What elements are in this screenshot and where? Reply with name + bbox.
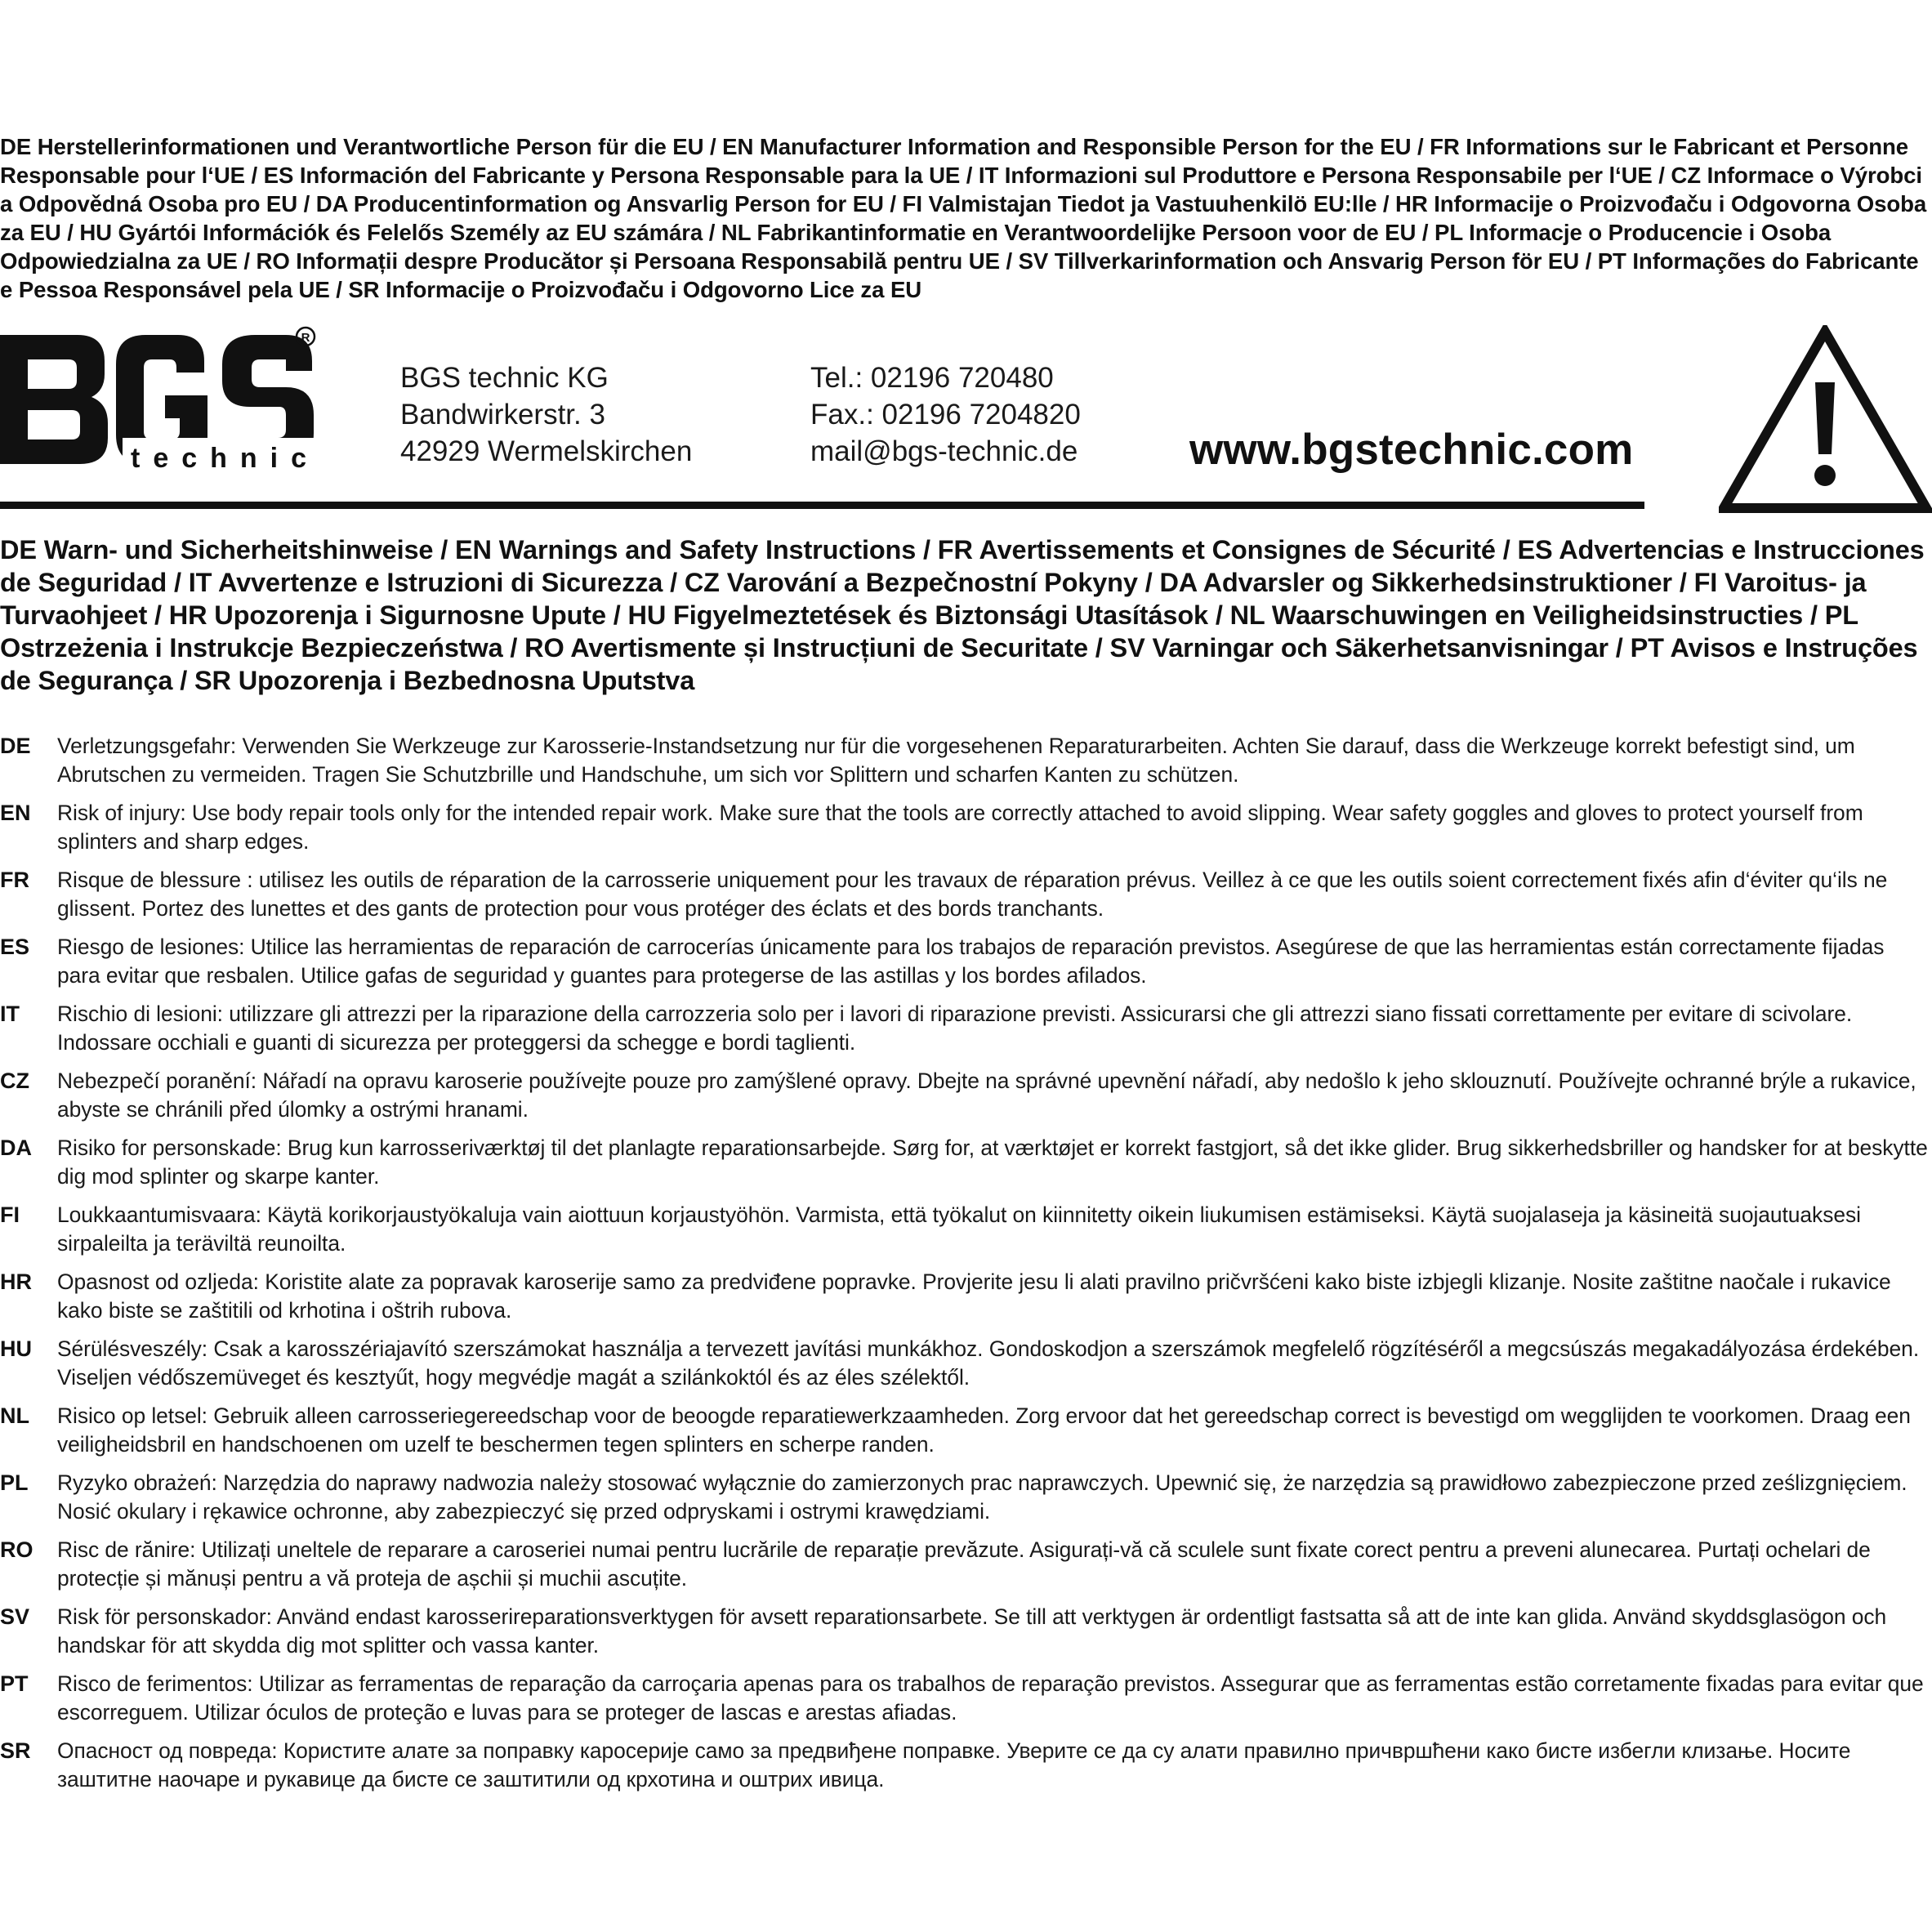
lang-code: HR <box>0 1269 32 1294</box>
instruction-ro <box>0 1536 1932 1603</box>
instruction-text: Riesgo de lesiones: Utilice las herramientas de reparación de carrocerías únicamente para los trabajos de reparación previstos. Asegúrese de que las herramientas están correctamente fijadas para evitar que resbalen. Utilice gafas de seguridad y guantes para protegerse de las astillas y los bordes afilados. <box>57 935 1885 988</box>
instruction-list <box>0 732 1932 1804</box>
instruction-text: Opasnost od ozljeda: Koristite alate za popravak karoserije samo za predviđene popravke. Provjerite jesu li alati pravilno pričvršćeni kako biste izbjegli klizanje. Nosite zaštitne naočale i rukavice kako biste se zaštitili od krhotina i oštrih rubova. <box>57 1269 1891 1323</box>
warning-triangle-icon <box>1719 325 1932 513</box>
company-city: 42929 Wermelskirchen <box>400 435 693 467</box>
manufacturer-info-heading: DE Herstellerinformationen und Verantwortliche Person für die EU / EN Manufacturer Information and Responsible Person for the EU / FR Informations sur le Fabricant et Personne Responsable pour l‘UE / ES Información del Fabricante y Persona Responsable para la UE / IT Informazioni sul Produttore e Persona Responsabile per l‘UE / CZ Informace o Výrobci a Odpovědná Osoba pro EU / DA Producentinformation og Ansvarlig Person for EU / FI Valmistajan Tiedot ja Vastuuhenkilö EU:lle / HR Informacije o Proizvođaču i Odgovorna Osoba za EU / HU Gyártói Információk és Felelős Személy az EU számára / NL Fabrikantinformatie en Verantwoordelijke Persoon voor de EU / PL Informacje o Producencie i Osoba Odpowiedzialna za UE / RO Informații despre Producător și Persoana Responsabilă pentru UE / SV Tillverkarinformation och Ansvarig Person för EU / PT Informações do Fabricante e Pessoa Responsável pela UE / SR Informacije o Proizvođaču i Odgovorno Lice za EU <box>0 134 1927 302</box>
instruction-pl <box>0 1469 1932 1536</box>
instruction-sv <box>0 1603 1932 1670</box>
instruction-it <box>0 1000 1932 1067</box>
instruction-text: Risiko for personskade: Brug kun karrosseriværktøj til det planlagte reparationsarbejde. Sørg for, at værktøjet er korrekt fastgjort, så det ikke glider. Brug sikkerhedsbriller og handsker for at beskytte dig mod splinter og skarpe kanter. <box>57 1136 1928 1189</box>
company-email[interactable]: mail@bgs-technic.de <box>810 435 1078 467</box>
lang-code: PT <box>0 1671 29 1696</box>
company-fax: Fax.: 02196 7204820 <box>810 399 1081 431</box>
svg-text:R: R <box>301 331 310 345</box>
header-divider <box>0 502 1644 509</box>
instruction-nl <box>0 1402 1932 1469</box>
lang-code: DE <box>0 734 31 758</box>
instruction-fr <box>0 866 1932 933</box>
company-website[interactable]: www.bgstechnic.com <box>1189 426 1634 474</box>
instruction-text: Risk för personskador: Använd endast karosserireparationsverktygen för avsett reparationsarbete. Se till att verktygen är ordentligt fastsatta så att de inte kan glida. Använd skyddsglasögon och handskar för att skydda dig mot splitter och vassa kanter. <box>57 1604 1887 1658</box>
instruction-text: Verletzungsgefahr: Verwenden Sie Werkzeuge zur Karosserie-Instandsetzung nur für die vorgesehenen Reparaturarbeiten. Achten Sie darauf, dass die Werkzeuge korrekt befestigt sind, um Abrutschen zu vermeiden. Tragen Sie Schutzbrille und Handschuhe, um sich vor Splittern und scharfen Kanten zu schützen. <box>57 734 1855 787</box>
instruction-fi <box>0 1201 1932 1268</box>
company-name: BGS technic KG <box>400 362 609 394</box>
lang-code: FI <box>0 1202 20 1227</box>
instruction-hu <box>0 1335 1932 1402</box>
instruction-text: Nebezpečí poranění: Nářadí na opravu karoserie používejte pouze pro zamýšlené opravy. Dbejte na správné upevnění nářadí, aby nedošlo k jeho sklouznutí. Používejte ochranné brýle a rukavice, abyste se chránili před úlomky a ostrými hranami. <box>57 1069 1916 1122</box>
instruction-cz <box>0 1067 1932 1134</box>
safety-instructions-heading: DE Warn- und Sicherheitshinweise / EN Warnings and Safety Instructions / FR Avertissements et Consignes de Sécurité / ES Advertencias e Instrucciones de Seguridad / IT Avvertenze e Istruzioni di Sicurezza / CZ Varování a Bezpečnostní Pokyny / DA Advarsler og Sikkerhedsinstruktioner / FI Varoitus- ja Turvaohjeet / HR Upozorenja i Sigurnosne Upute / HU Figyelmeztetések és Biztonsági Utasítások / NL Waarschuwingen en Veiligheidsinstructies / PL Ostrzeżenia i Instrukcje Bezpieczeństwa / RO Avertismente și Instrucțiuni de Securitate / SV Varningar och Säkerhetsanvisningar / PT Avisos e Instruções de Segurança / SR Upozorenja i Bezbednosna Uputstva <box>0 535 1925 695</box>
instruction-text: Risque de blessure : utilisez les outils de réparation de la carrosserie uniquement pour les travaux de réparation prévus. Veillez à ce que les outils soient correctement fixés afin d‘éviter qu‘ils ne glissent. Portez des lunettes et des gants de protection pour vous protéger des éclats et des bords tranchants. <box>57 868 1888 921</box>
lang-code: HU <box>0 1336 32 1361</box>
lang-code: SR <box>0 1738 31 1763</box>
instruction-text: Risco de ferimentos: Utilizar as ferramentas de reparação da carroçaria apenas para os trabalhos de reparação previstos. Assegurar que as ferramentas estão corretamente fixadas para evitar que escorreguem. Utilizar óculos de proteção e luvas para se proteger de lascas e arestas afiadas. <box>57 1671 1924 1725</box>
instruction-text: Risico op letsel: Gebruik alleen carrosseriegereedschap voor de beoogde reparatiewerkzaamheden. Zorg ervoor dat het gereedschap correct is bevestigd om wegglijden te voorkomen. Draag een veiligheidsbril en handschoenen om uzelf te beschermen tegen splinters en scherpe randen. <box>57 1403 1911 1457</box>
instruction-es <box>0 933 1932 1000</box>
instruction-text: Loukkaantumisvaara: Käytä korikorjaustyökaluja vain aiottuun korjaustyöhön. Varmista, että työkalut on kiinnitetty oikein liukumisen estämiseksi. Käytä suojalaseja ja käsineitä suojautuaksesi sirpaleilta ja teräviltä reunoilta. <box>57 1202 1861 1256</box>
instruction-text: Ryzyko obrażeń: Narzędzia do naprawy nadwozia należy stosować wyłącznie do zamierzonych prac naprawczych. Upewnić się, że narzędzia są prawidłowo zabezpieczone przed ześlizgnięciem. Nosić okulary i rękawice ochronne, aby zabezpieczyć się przed odpryskami i ostrymi krawędziami. <box>57 1470 1907 1524</box>
lang-code: FR <box>0 868 29 892</box>
instruction-text: Sérülésveszély: Csak a karosszériajavító szerszámokat használja a tervezett javítási munkákhoz. Gondoskodjon a szerszámok megfelelő rögzítéséről a megcsúszás megakadályozása érdekében. Viseljen védőszemüveget és kesztyűt, hogy megvédje magát a szilánkoktól és az éles szélektől. <box>57 1336 1920 1390</box>
company-contact <box>810 359 1081 470</box>
lang-code: ES <box>0 935 30 959</box>
lang-code: EN <box>0 801 31 825</box>
instruction-sr <box>0 1737 1932 1804</box>
instruction-text: Rischio di lesioni: utilizzare gli attrezzi per la riparazione della carrozzeria solo per i lavori di riparazione previsti. Assicurarsi che gli attrezzi siano fissati correttamente per evitare di scivolare. Indossare occhiali e guanti di sicurezza per proteggersi da schegge e bordi taglienti. <box>57 1002 1853 1055</box>
company-street: Bandwirkerstr. 3 <box>400 399 605 431</box>
bgs-technic-logo <box>0 325 320 472</box>
lang-code: DA <box>0 1136 32 1160</box>
lang-code: PL <box>0 1470 29 1495</box>
company-address <box>400 359 692 470</box>
instruction-text: Опасност од повреда: Користите алате за поправку каросерије само за предвиђене поправке. Уверите се да су алати правилно причвршћени како бисте избегли клизање. Носите заштитне наочаре и рукавице да бисте се заштитили од крхотина и оштрих ивица. <box>57 1738 1851 1791</box>
lang-code: SV <box>0 1604 30 1629</box>
lang-code: NL <box>0 1403 29 1428</box>
lang-code: RO <box>0 1537 33 1562</box>
company-tel: Tel.: 02196 720480 <box>810 362 1054 394</box>
svg-text:technic: technic <box>131 443 320 472</box>
instruction-pt <box>0 1670 1932 1737</box>
lang-code: CZ <box>0 1069 29 1093</box>
instruction-text: Risc de rănire: Utilizați uneltele de reparare a caroseriei numai pentru lucrările de reparație prevăzute. Asigurați-vă că sculele sunt fixate corect pentru a preveni alunecarea. Purtați ochelari de protecție și mănuși pentru a vă proteja de așchii și muchii ascuțite. <box>57 1537 1871 1591</box>
instruction-de <box>0 732 1932 799</box>
instruction-text: Risk of injury: Use body repair tools only for the intended repair work. Make sure that the tools are correctly attached to avoid slipping. Wear safety goggles and gloves to protect yourself from splinters and sharp edges. <box>57 801 1863 854</box>
instruction-hr <box>0 1268 1932 1335</box>
lang-code: IT <box>0 1002 20 1026</box>
instruction-en <box>0 799 1932 866</box>
instruction-da <box>0 1134 1932 1201</box>
